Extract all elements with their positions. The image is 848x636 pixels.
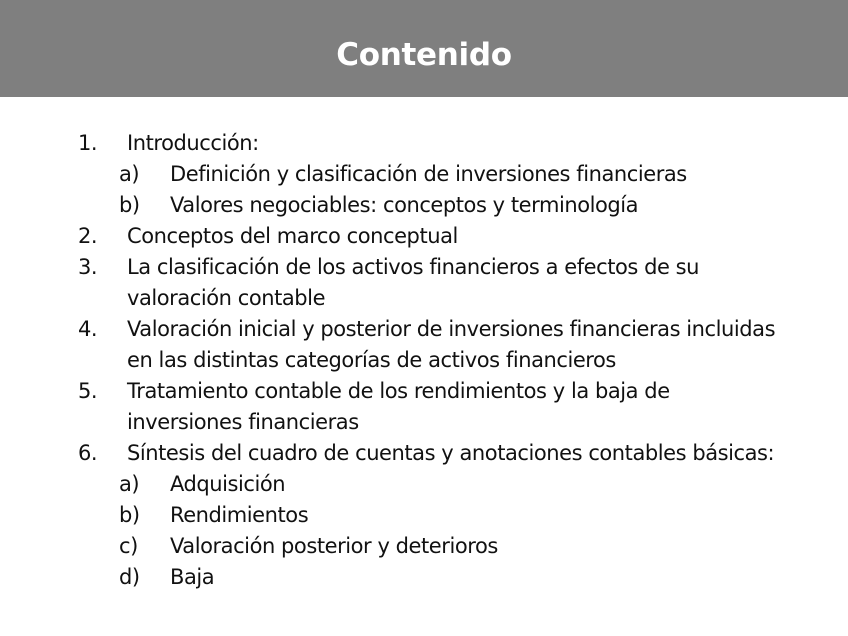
table-of-contents bbox=[0, 128, 848, 593]
slide-title: Contenido bbox=[336, 37, 512, 73]
toc-item-text: en las distintas categorías de activos financieros bbox=[127, 348, 616, 372]
toc-item-text: La clasificación de los activos financieros a efectos de su bbox=[127, 255, 700, 279]
toc-item-text: Conceptos del marco conceptual bbox=[127, 224, 458, 248]
slide-header bbox=[0, 0, 848, 97]
toc-item-continuation bbox=[0, 345, 848, 376]
toc-item bbox=[0, 438, 848, 469]
toc-subitem bbox=[0, 531, 848, 562]
toc-item bbox=[0, 376, 848, 407]
toc-item-number: 5. bbox=[78, 379, 98, 403]
toc-subitem-text: Valoración posterior y deterioros bbox=[170, 534, 498, 558]
toc-subitem bbox=[0, 500, 848, 531]
toc-subitem bbox=[0, 159, 848, 190]
toc-item-number: 6. bbox=[78, 441, 98, 465]
toc-subitem-letter: d) bbox=[119, 565, 140, 589]
toc-subitem bbox=[0, 562, 848, 593]
toc-item-continuation bbox=[0, 283, 848, 314]
toc-subitem-letter: a) bbox=[119, 472, 140, 496]
toc-subitem-text: Valores negociables: conceptos y terminología bbox=[170, 193, 639, 217]
toc-subitem-letter: a) bbox=[119, 162, 140, 186]
toc-item bbox=[0, 221, 848, 252]
toc-item bbox=[0, 252, 848, 283]
toc-item bbox=[0, 314, 848, 345]
toc-item-text: Síntesis del cuadro de cuentas y anotaciones contables básicas: bbox=[127, 441, 775, 465]
toc-subitem-text: Baja bbox=[170, 565, 215, 589]
toc-item-text: valoración contable bbox=[127, 286, 326, 310]
toc-item-number: 4. bbox=[78, 317, 98, 341]
toc-subitem-letter: b) bbox=[119, 193, 140, 217]
toc-item-number: 2. bbox=[78, 224, 98, 248]
toc-subitem-letter: b) bbox=[119, 503, 140, 527]
toc-subitem-text: Adquisición bbox=[170, 472, 286, 496]
toc-item-text: inversiones financieras bbox=[127, 410, 359, 434]
toc-subitem-text: Definición y clasificación de inversiones financieras bbox=[170, 162, 687, 186]
toc-item-number: 1. bbox=[78, 131, 98, 155]
toc-subitem-letter: c) bbox=[119, 534, 138, 558]
toc-subitem bbox=[0, 190, 848, 221]
toc-item-continuation bbox=[0, 407, 848, 438]
toc-item-text: Introducción: bbox=[127, 131, 259, 155]
toc-item-text: Valoración inicial y posterior de inversiones financieras incluidas bbox=[127, 317, 776, 341]
toc-subitem-text: Rendimientos bbox=[170, 503, 309, 527]
toc-item bbox=[0, 128, 848, 159]
toc-item-text: Tratamiento contable de los rendimientos y la baja de bbox=[127, 379, 670, 403]
toc-subitem bbox=[0, 469, 848, 500]
toc-item-number: 3. bbox=[78, 255, 98, 279]
